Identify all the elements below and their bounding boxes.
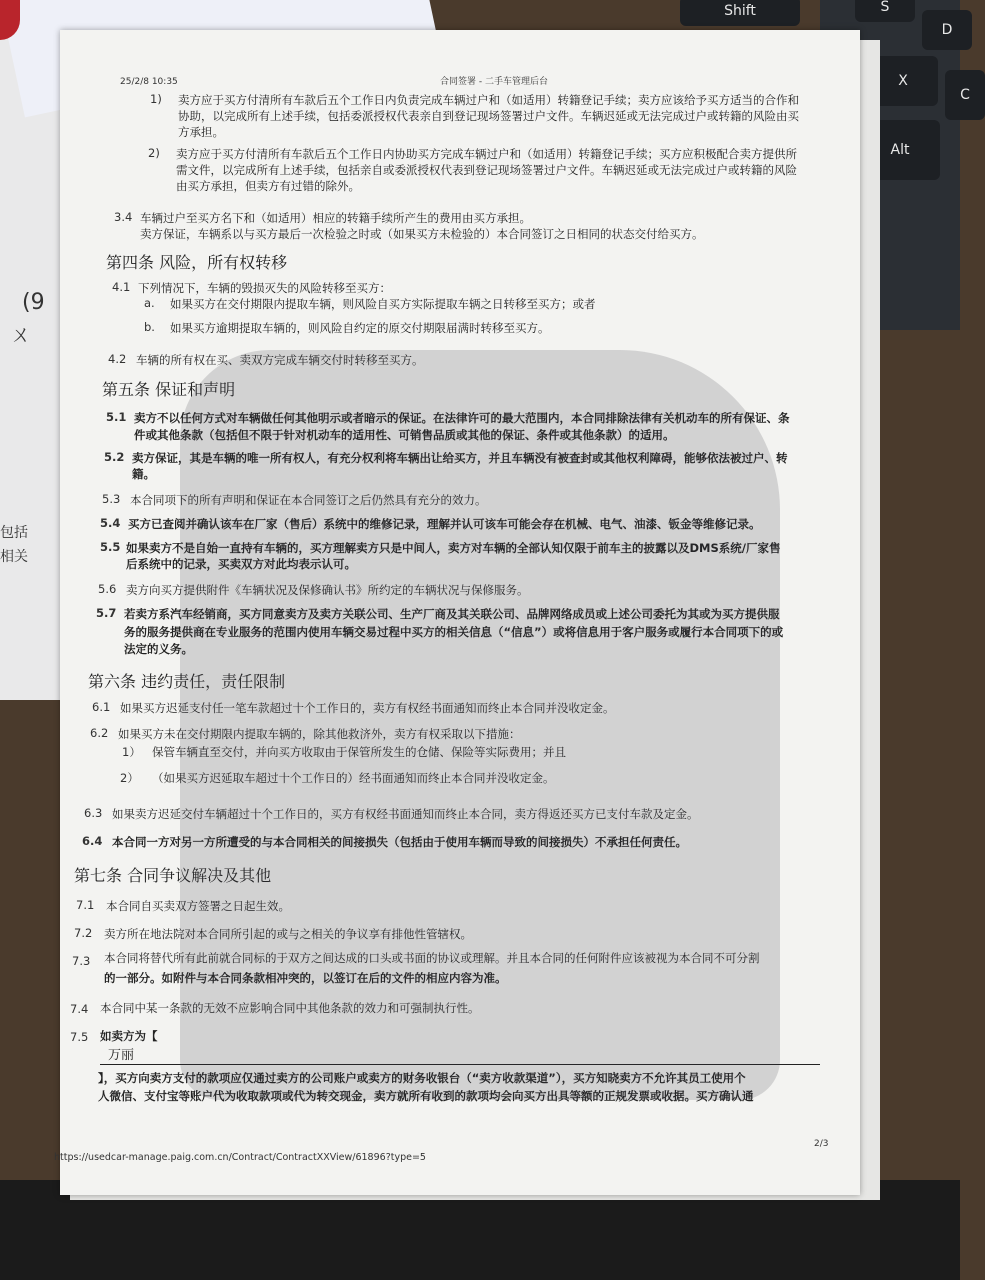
clause-number: 6.1 — [92, 700, 111, 714]
item-text: 方承担。 — [178, 125, 224, 139]
clause-text: 卖方保证，车辆系以与买方最后一次检验之时或（如果买方未检验的）本合同签订之日相同的状态交付给买方。 — [140, 227, 704, 241]
clause-text: 卖方所在地法院对本合同所引起的或与之相关的争议享有排他性管辖权。 — [104, 927, 472, 941]
article-title: 第四条 风险，所有权转移 — [106, 253, 288, 272]
key-s: S — [855, 0, 915, 22]
clause-text: 如果卖方迟延交付车辆超过十个工作日的，买方有权经书面通知而终止本合同，卖方得返还买方已支付车款及定金。 — [112, 807, 699, 821]
clause-text: 籍。 — [132, 467, 155, 481]
clause-text: 如卖方为【 — [100, 1029, 158, 1043]
key-d: D — [922, 10, 972, 50]
clause-number: 7.5 — [70, 1030, 89, 1044]
clause-text: 法定的义务。 — [124, 642, 193, 656]
clause-number: 5.6 — [98, 582, 117, 596]
clause-text: 件或其他条款（包括但不限于针对机动车的适用性、可销售品质或其他的保证、条件或其他条款）的适用。 — [134, 428, 675, 442]
clause-text: 卖方保证，其是车辆的唯一所有权人，有充分权利将车辆出让给买方，并且车辆没有被查封或其他权利障碍，能够依法被过户、转 — [132, 451, 788, 465]
clause-text: 本合同一方对另一方所遭受的与本合同相关的间接损失（包括由于使用车辆而导致的间接损失）不承担任何责任。 — [112, 835, 687, 849]
clause-number: 7.3 — [72, 954, 91, 968]
clause-number: 6.4 — [82, 834, 103, 848]
key-shift: Shift — [680, 0, 800, 26]
seller-name-underline — [100, 1064, 820, 1065]
clause-number: 5.7 — [96, 606, 117, 620]
clause-text: 人微信、支付宝等账户代为收取款项或代为转交现金，卖方就所有收到的款项均会向买方出具等额的正规发票或收据。买方确认通 — [98, 1089, 754, 1103]
clause-text: 务的服务提供商在专业服务的范围内使用车辆交易过程中买方的相关信息（“信息”）或将信息用于客户服务或履行本合同项下的或 — [124, 625, 784, 639]
clause-text: 本合同项下的所有声明和保证在本合同签订之后仍然具有充分的效力。 — [130, 493, 487, 507]
clause-number: 6.3 — [84, 806, 103, 820]
clause-text: 如果买方在交付期限内提取车辆，则风险自买方实际提取车辆之日转移至买方；或者 — [170, 297, 596, 311]
clause-number: 5.5 — [100, 540, 121, 554]
clause-text: 若卖方系汽车经销商，买方同意卖方及卖方关联公司、生产厂商及其关联公司、品牌网络成员或上述公司委托为其或为买方提供服 — [124, 607, 780, 621]
clause-number: b. — [144, 320, 155, 334]
clause-text: （如果买方迟延取车超过十个工作日的）经书面通知而终止本合同并没收定金。 — [152, 771, 555, 785]
clause-number: 7.1 — [76, 898, 95, 912]
clause-text: 如果卖方不是自始一直持有车辆的，买方理解卖方只是中间人，卖方对车辆的全部认知仅限于前车主的披露以及DMS系统/厂家售 — [126, 541, 781, 555]
item-number: 2) — [148, 146, 160, 160]
clause-number: 5.1 — [106, 410, 127, 424]
clause-number: 1） — [122, 745, 141, 759]
clause-number: 3.4 — [114, 210, 133, 224]
clause-text: 下列情况下，车辆的毁损灭失的风险转移至买方： — [138, 281, 391, 295]
clause-number: 7.4 — [70, 1002, 89, 1016]
footer-url: https://usedcar-manage.paig.com.cn/Contract/ContractXXView/61896?type=5 — [54, 1152, 426, 1163]
side-text: 包括 — [0, 525, 28, 541]
item-text: 卖方应于买方付清所有车款后五个工作日内负责完成车辆过户和（如适用）转籍登记手续；卖方应该给予买方适当的合作和 — [178, 93, 799, 107]
item-text: 由买方承担，但卖方有过错的除外。 — [176, 179, 360, 193]
page-title: 合同签署 - 二手车管理后台 — [440, 77, 548, 87]
clause-text: 本合同自买卖双方签署之日起生效。 — [106, 899, 290, 913]
clause-text: 本合同将替代所有此前就合同标的于双方之间达成的口头或书面的协议或理解。并且本合同的任何附件应该被视为本合同不可分割 — [104, 951, 760, 965]
article-title: 第七条 合同争议解决及其他 — [74, 866, 272, 885]
clause-number: 5.3 — [102, 492, 121, 506]
key-alt: Alt — [860, 120, 940, 180]
print-datetime: 25/2/8 10:35 — [120, 77, 178, 87]
article-title: 第五条 保证和声明 — [102, 380, 236, 399]
clause-number: 7.2 — [74, 926, 93, 940]
clause-text: 】，买方向卖方支付的款项应仅通过卖方的公司账户或卖方的财务收银台（“卖方收款渠道”），买方知晓卖方不允许其员工使用个 — [98, 1071, 746, 1085]
clause-text: 车辆的所有权在买、卖双方完成车辆交付时转移至买方。 — [136, 353, 424, 367]
clause-text: 买方已查阅并确认该车在厂家（售后）系统中的维修记录，理解并认可该车可能会存在机械、电气、油漆、钣金等维修记录。 — [128, 517, 761, 531]
key-c: C — [945, 70, 985, 120]
clause-number: 2） — [120, 771, 139, 785]
clause-number: 5.4 — [100, 516, 121, 530]
clause-number: 6.2 — [90, 726, 109, 740]
side-text: 相关 — [0, 549, 28, 565]
item-text: 卖方应于买方付清所有车款后五个工作日内协助买方完成车辆过户和（如适用）转籍登记手续；买方应积极配合卖方提供所 — [176, 147, 797, 161]
clause-text: 如果买方逾期提取车辆的，则风险自约定的原交付期限届满时转移至买方。 — [170, 321, 550, 335]
item-text: 协助，以完成所有上述手续，包括委派授权代表亲自到登记现场签署过户文件。车辆迟延或无法完成过户或转籍的风险由买 — [178, 109, 799, 123]
clause-number: a. — [144, 296, 155, 310]
clause-text: 后系统中的记录，买卖双方对此均表示认可。 — [126, 557, 356, 571]
clause-text: 卖方向买方提供附件《车辆状况及保修确认书》所约定的车辆状况与保修服务。 — [126, 583, 529, 597]
clause-number: 4.1 — [112, 280, 131, 294]
page-number: 2/3 — [814, 1139, 829, 1149]
clause-number: 4.2 — [108, 352, 127, 366]
handwriting-mark: ㄨ — [10, 323, 33, 348]
item-text: 需文件，以完成所有上述手续，包括亲自或委派授权代表到登记现场签署过户文件。车辆迟延或无法完成过户或转籍的风险 — [176, 163, 797, 177]
clause-text: 如果买方迟延支付任一笔车款超过十个工作日的，卖方有权经书面通知而终止本合同并没收定金。 — [120, 701, 615, 715]
clause-number: 5.2 — [104, 450, 125, 464]
clause-text: 如果买方未在交付期限内提取车辆的，除其他救济外，卖方有权采取以下措施： — [118, 727, 521, 741]
clause-text: 的一部分。如附件与本合同条款相冲突的，以签订在后的文件的相应内容为准。 — [104, 971, 507, 985]
key-x: X — [868, 56, 938, 106]
item-number: 1) — [150, 92, 162, 106]
clause-text: 卖方不以任何方式对车辆做任何其他明示或者暗示的保证。在法律许可的最大范围内，本合同排除法律有关机动车的所有保证、条 — [134, 411, 790, 425]
handwriting-mark: (9 — [22, 290, 45, 315]
clause-text: 保管车辆直至交付，并向买方收取由于保管所发生的仓储、保险等实际费用；并且 — [152, 745, 566, 759]
clause-text: 本合同中某一条款的无效不应影响合同中其他条款的效力和可强制执行性。 — [100, 1001, 480, 1015]
seller-name: 万丽 — [108, 1048, 135, 1063]
article-title: 第六条 违约责任，责任限制 — [88, 672, 286, 691]
clause-text: 车辆过户至买方名下和（如适用）相应的转籍手续所产生的费用由买方承担。 — [140, 211, 531, 225]
